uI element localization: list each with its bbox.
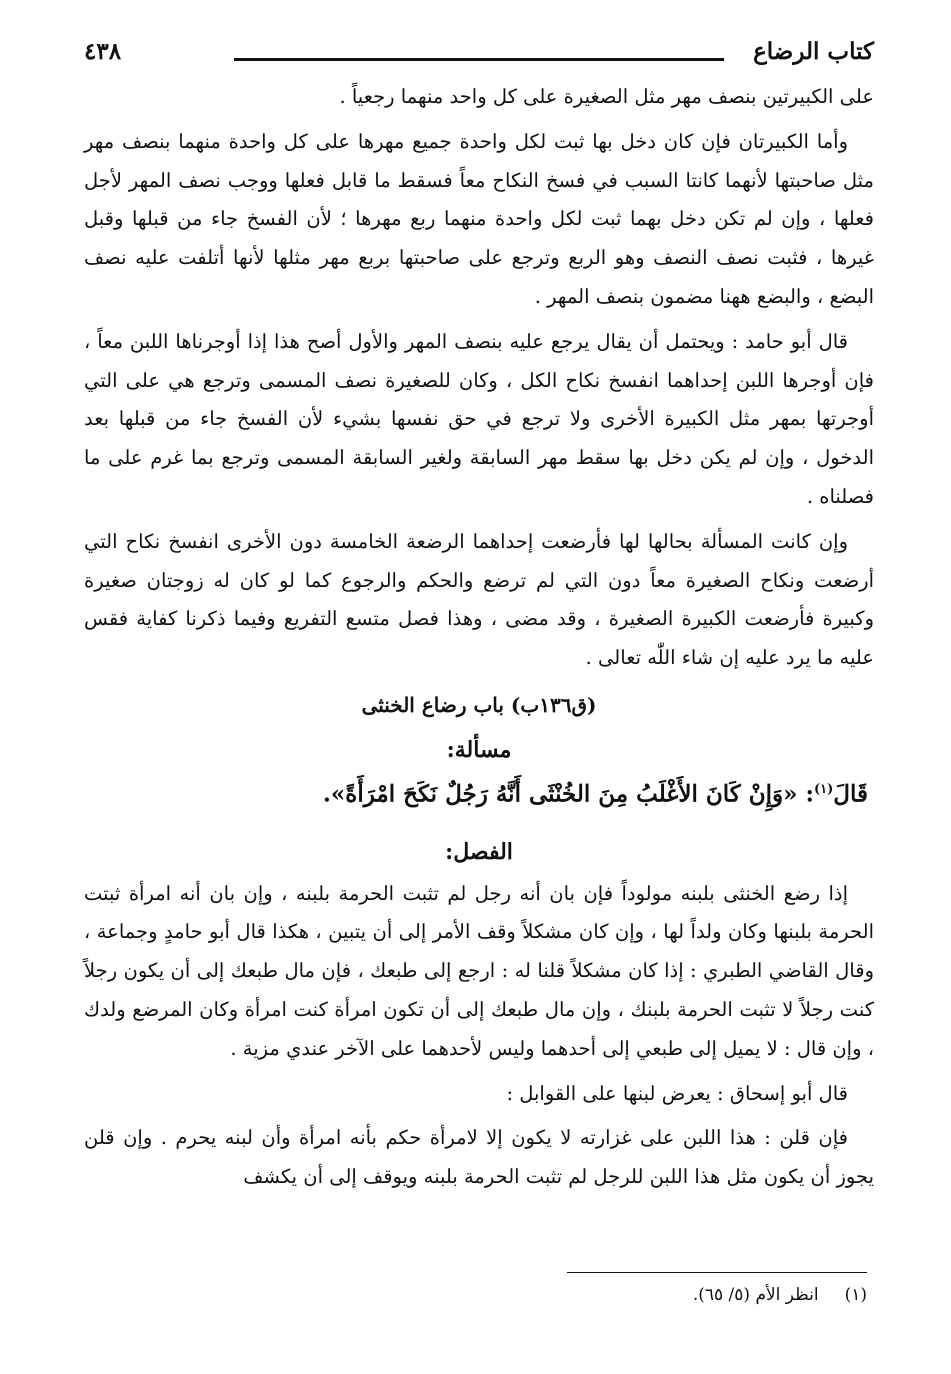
page-body	[84, 78, 874, 1197]
paragraph: قال أبو إسحاق : يعرض لبنها على القوابل :	[506, 1081, 848, 1105]
quote-body: : «وَإِنْ كَانَ الأَغْلَبُ مِنَ الخُنْثَى أَنَّهُ رَجُلٌ نَكَحَ امْرَأَةً».	[322, 780, 814, 808]
section-heading: (ق١٣٦ب) باب رضاع الخنثى	[361, 692, 597, 717]
footnote-number: (١)	[844, 1285, 867, 1305]
fasl-heading: الفصل:	[445, 838, 513, 865]
paragraph: فإن قلن : هذا اللبن على غزارته لا يكون إلا لامرأة حكم بأنه امرأة وأن لبنه يحرم . وإن قلن يجوز أن يكون مثل هذا اللبن للرجل لم تثبت الحرمة بلبنه ويوقف إلى أن يكشف	[84, 1126, 874, 1189]
header-rule	[234, 58, 724, 61]
paragraph: قال أبو حامد : ويحتمل أن يقال يرجع عليه بنصف المهر والأول أصح هذا إذا أوجرناها اللبن معاً ، فإن أوجرها اللبن إحداهما انفسخ نكاح الكل ، وكان للصغيرة نصف المسمى وترجع هي على التي أوجرتها بمهر مثل الكبيرة الأخرى ولا ترجع في حق نفسها بشيء لأن الفسخ جاء من قبلها بعد الدخول ، وإن لم يكن دخل بها سقط مهر السابقة ولغير السابقة المسمى وترجع بما غرم على ما فصلناه .	[84, 329, 874, 508]
running-title: كتاب الرضاع	[753, 38, 874, 65]
paragraph: وإن كانت المسألة بحالها لها فأرضعت إحداهما الرضعة الخامسة دون الأخرى انفسخ نكاح التي أرضعت ونكاح الصغيرة معاً دون التي لم ترضع والحكم والرجوع كما لو كان له زوجتان صغيرة وكبيرة فأرضعت الكبيرة الصغيرة ، وقد مضى ، وهذا فصل متسع التفريع وفيما ذكرنا كفاية فقس عليه ما يرد عليه إن شاء اللّٰه تعالى .	[84, 529, 874, 670]
paragraph: إذا رضع الخنثى بلبنه مولوداً فإن بان أنه رجل لم تثبت الحرمة بلبنه ، وإن بان أنه امرأة ثبتت الحرمة بلبنها وكان ولداً لها ، وإن كان مشكلاً وقف الأمر إلى أن يتبين ، هكذا قال أبو حامدٍ وجماعة ، وقال القاضي الطبري : إذا كان مشكلاً قلنا له : ارجع إلى طبعك ، فإن مال طبعك إلى أن يكون رجلاً كنت رجلاً لا تثبت الحرمة بلبنك ، وإن مال طبعك إلى أن تكون امرأة كنت امرأة وكان المرضع ولدك ، وإن قال : لا يميل إلى طبعي إلى أحدهما وليس لأحدهما على الآخر عندي مزية .	[84, 881, 874, 1060]
masala-heading: مسألة:	[446, 736, 512, 763]
quoted-text	[84, 768, 874, 817]
page-header	[84, 34, 874, 74]
page-number: ٤٣٨	[84, 38, 122, 65]
paragraph: على الكبيرتين بنصف مهر مثل الصغيرة على كل واحد منهما رجعياً .	[339, 85, 874, 108]
quote-speaker: قَالَ	[833, 780, 868, 808]
footnote-separator	[567, 1272, 867, 1273]
paragraph: وأما الكبيرتان فإن كان دخل بها ثبت لكل واحدة جميع مهرها على كل واحدة منهما بنصف مهر مثل صاحبتها لأنهما كانتا السبب في فسخ النكاح معاً فسقط ما قابل فعلها ووجب نصف المهر لأجل فعلها ، وإن لم تكن دخل بهما ثبت لكل واحدة منهما ربع مهرها ؛ لأن الفسخ جاء من قبلها وقبل غيرها ، فثبت نصف النصف وهو الربع وترجع على صاحبتها بربع مهر مثلها لأنها أتلفت عليه نصف البضع ، والبضع ههنا مضمون بنصف المهر .	[84, 129, 874, 308]
footnote-reference: (١)	[813, 781, 834, 797]
footnote-text: انظر الأم (٥/ ٦٥).	[692, 1285, 819, 1305]
footnote	[367, 1282, 867, 1308]
